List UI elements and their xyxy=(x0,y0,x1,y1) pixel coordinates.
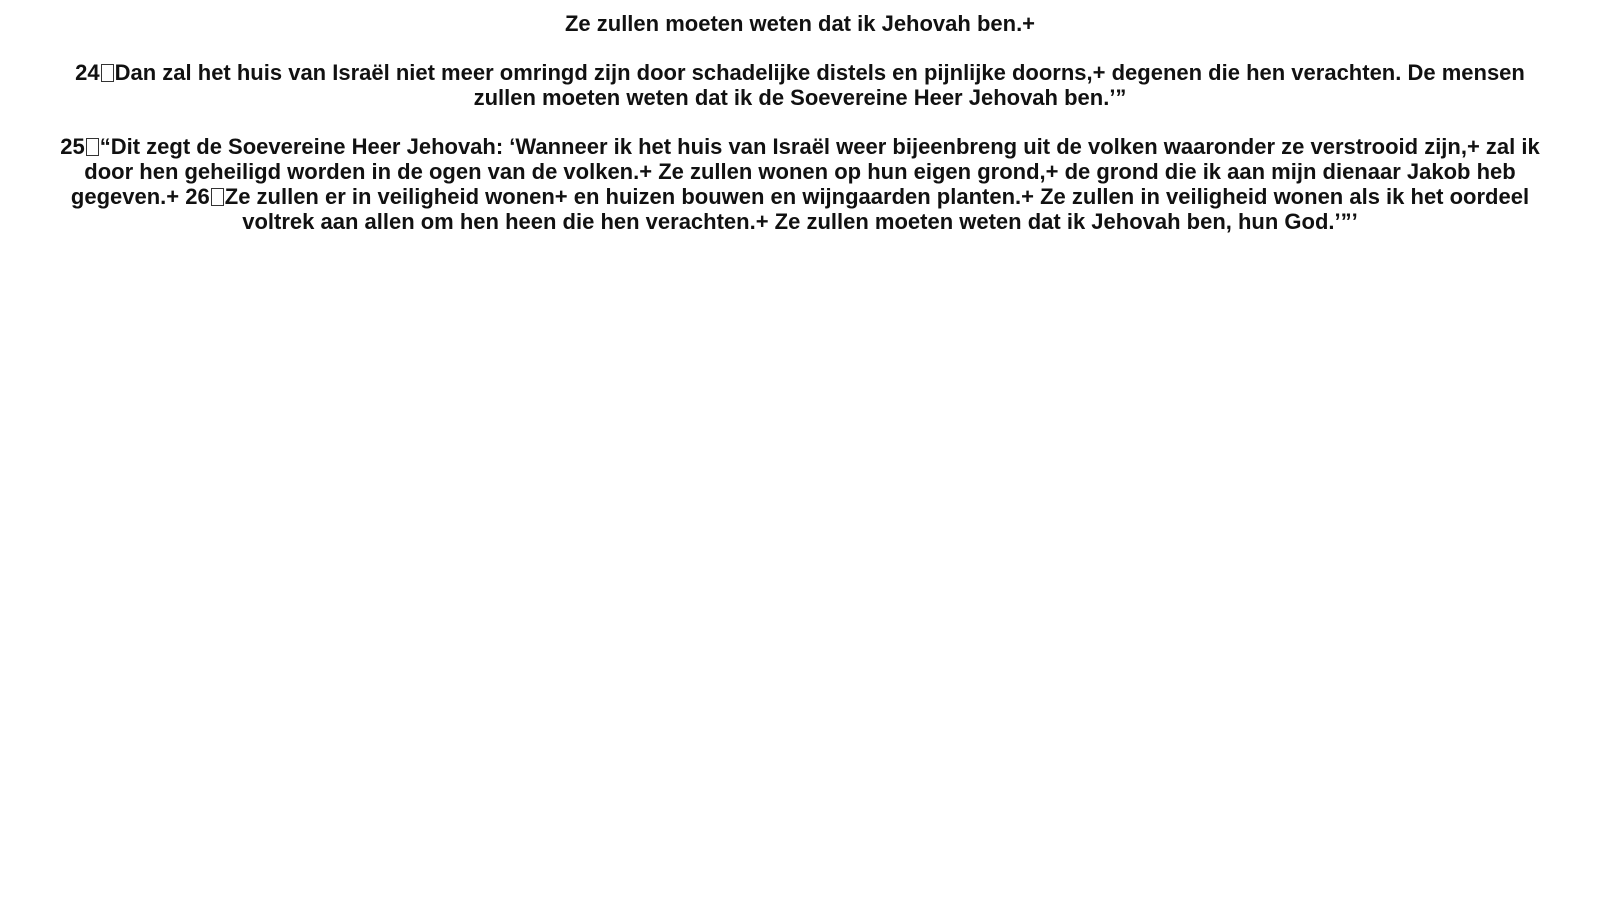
paragraph xyxy=(50,11,1550,36)
verse-text: Ze zullen er in veiligheid wonen+ en huizen bouwen en wijngaarden planten.+ Ze zullen in veiligheid wonen als ik het oordeel voltrek aan allen om hen heen die hen verachten.+ Ze zullen moeten weten dat ik Jehovah ben, hun God.’”’ xyxy=(224,184,1530,234)
paragraph xyxy=(50,60,1550,110)
verse-text: Ze zullen moeten weten dat ik Jehovah ben.+ xyxy=(564,11,1036,36)
verse-number: 25 xyxy=(60,134,85,159)
document-body xyxy=(50,11,1550,258)
missing-glyph-box-icon xyxy=(86,138,99,156)
verse-number: 26 xyxy=(185,184,210,209)
verse-text: Dan zal het huis van Israël niet meer omringd zijn door schadelijke distels en pijnlijke doorns,+ degenen die hen verachten. De mensen zullen moeten weten dat ik de Soevereine Heer Jehovah ben.’” xyxy=(114,60,1525,110)
missing-glyph-box-icon xyxy=(101,64,114,82)
verse-number: 24 xyxy=(75,60,100,85)
missing-glyph-box-icon xyxy=(211,188,224,206)
verse-text: “Dit zegt de Soevereine Heer Jehovah: ‘Wanneer ik het huis van Israël weer bijeenbreng uit de volken waaronder ze verstrooid zijn,+ zal ik door hen geheiligd worden in de ogen van de volken.+ Ze zullen wonen op hun eigen grond,+ de grond die ik aan mijn dienaar Jakob heb gegeven.+ xyxy=(70,134,1540,209)
paragraph xyxy=(50,134,1550,234)
